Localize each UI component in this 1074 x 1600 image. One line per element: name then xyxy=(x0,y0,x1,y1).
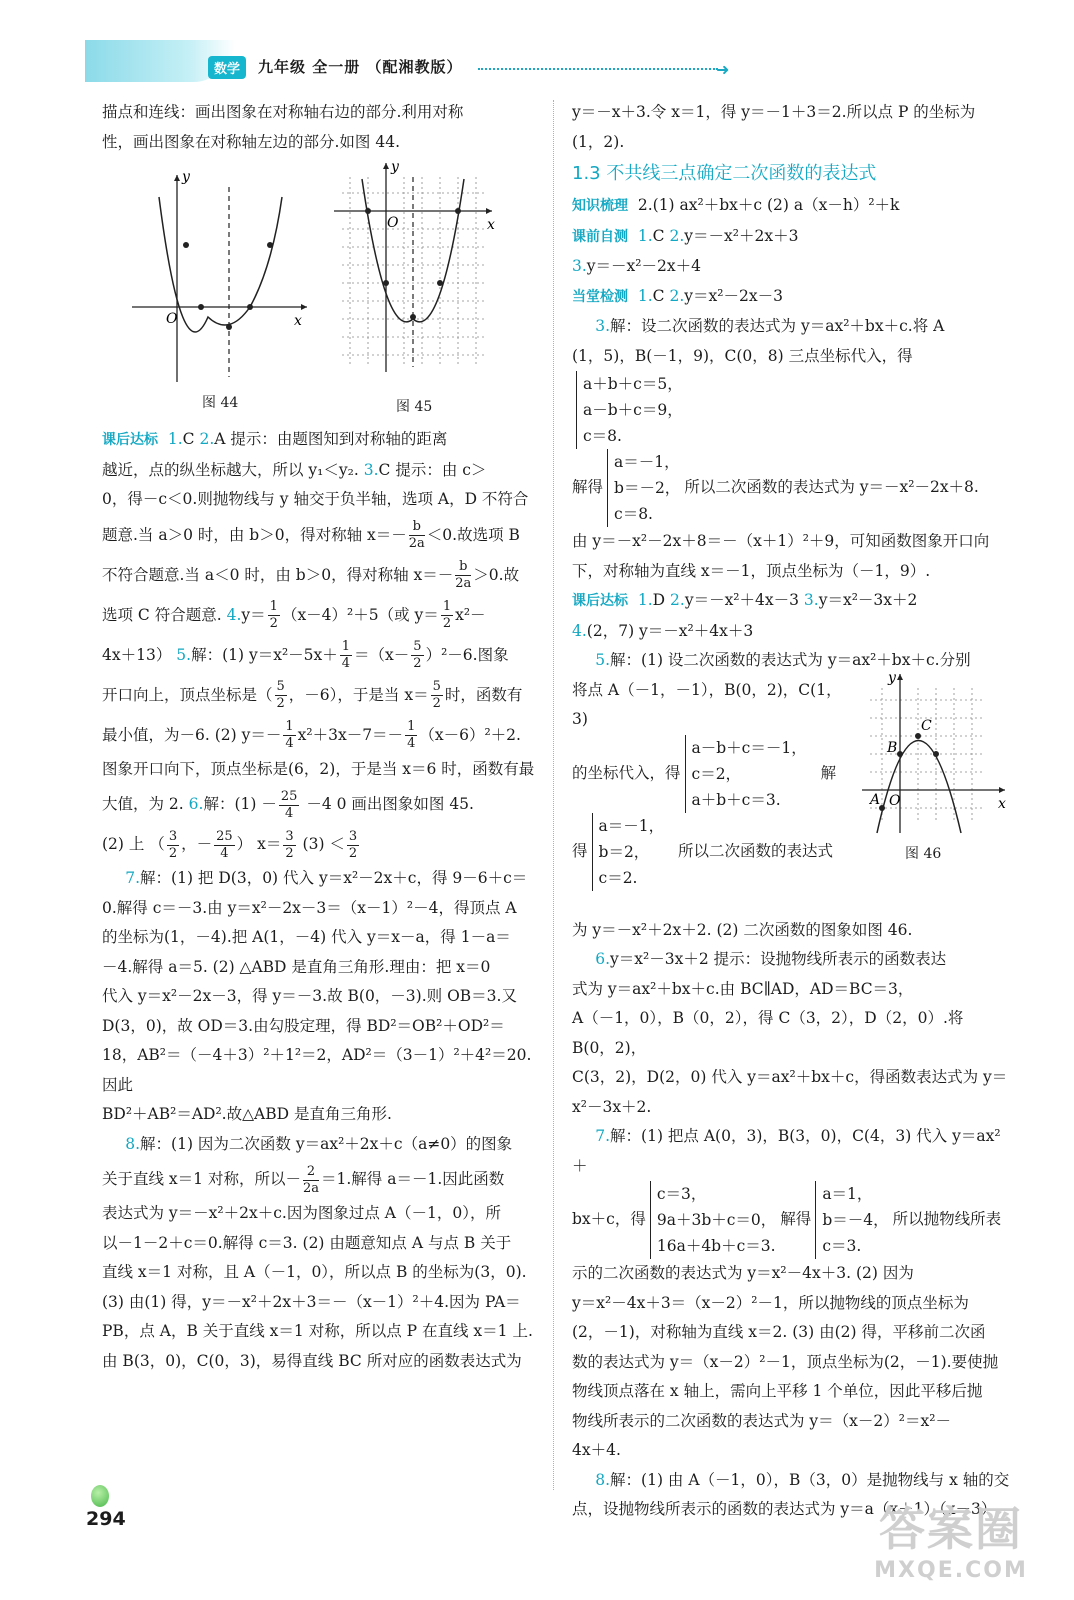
figure-45-graph xyxy=(332,157,502,387)
fraction: $\frac{b}{2a}$ xyxy=(455,559,472,591)
arrow-right-icon: ➜ xyxy=(716,60,730,79)
fraction: $\frac{3}{2}$ xyxy=(285,828,294,861)
text-line: 解得a＝－1， b＝－2， c＝8.所以二次函数的表达式为 y＝－x²－2x＋8. xyxy=(572,449,1010,527)
text-line: PB，点 A，B 关于直线 x＝1 对称，所以点 P 在直线 x＝1 上. xyxy=(102,1322,533,1340)
equation-system: c＝3， 9a＋3b＋c＝0， 16a＋4b＋c＝3. xyxy=(650,1181,776,1259)
point-b-label: B xyxy=(887,739,898,756)
text-line: 点，设抛物线所表示的函数的表达式为 y＝a（x＋1）（x－3）. xyxy=(572,1500,1002,1518)
text-line: 选项 C 符合题意. 4.y＝ $\frac{1}{2}$ （x－4）²＋5（或 y＝ $\frac{1}{2}$ x²－ xyxy=(102,599,486,631)
section-label: 课后达标 xyxy=(102,432,158,448)
text-line: 课后达标 1.D 2.y＝－x²＋4x－3 3.y＝x²－3x＋2 xyxy=(572,591,918,609)
text-line: 7.解：(1) 把点 A(0，3)，B(3，0)，C(4，3) 代入 y＝ax²＋ xyxy=(572,1127,1001,1175)
text-line: 数的表达式为 y＝（x－2）²－1，顶点坐标为(2，－1).要使抛 xyxy=(572,1352,999,1371)
right-column xyxy=(572,98,1010,1525)
text-line: bx＋c，得c＝3， 9a＋3b＋c＝0， 16a＋4b＋c＝3.解得a＝1， b＝－4， c＝3.所以抛物线所表 xyxy=(572,1181,1010,1259)
fraction: $\frac{1}{2}$ xyxy=(269,599,278,631)
text-line: D(3，0)，故 OD＝3.由勾股定理，得 BD²＝OB²＋OD²＝ xyxy=(102,1016,505,1035)
text-line: (1，5)，B(－1，9)，C(0，8) 三点坐标代入，得a＋b＋c＝5， a－b＋c＝9， c＝8. xyxy=(572,342,1010,450)
fraction: $\frac{5}{2}$ xyxy=(413,639,422,671)
text-line: 18，AB²＝（－4＋3）²＋1²＝2，AD²＝（3－1）²＋4²＝20.因此 xyxy=(102,1046,532,1094)
text-line: (3) 由(1) 得，y＝－x²＋2x＋3＝－（x－1）²＋4.因为 PA＝ xyxy=(102,1292,521,1311)
text-line: 知识梳理 2.(1) ax²＋bx＋c (2) a（x－h）²＋k xyxy=(572,196,900,214)
text-line: 5.解：(1) 设二次函数的表达式为 y＝ax²＋bx＋c.分别 xyxy=(595,651,971,669)
subject-badge: 数学 xyxy=(208,56,246,79)
text-line: 不符合题意.当 a＜0 时，由 b＞0，得对称轴 x＝－ $\frac{b}{2a}$ ＞0.故 xyxy=(102,559,520,591)
text-line: 为 y＝－x²＋2x＋2. (2) 二次函数的图象如图 46. xyxy=(572,920,913,939)
text-line: 开口向上，顶点坐标是（ $\frac{5}{2}$ ，－6），于是当 x＝ $\frac{5}{2}$ 时，函数有 xyxy=(102,679,523,711)
text-line: 的坐标为(1，－4).把 A(1，－4) 代入 y＝x－a，得 1－a＝ xyxy=(102,928,511,946)
text-line: 3.解：设二次函数的表达式为 y＝ax²＋bx＋c.将 A xyxy=(595,317,945,335)
fraction: $\frac{1}{2}$ xyxy=(442,599,452,631)
y-axis-label: y xyxy=(391,159,399,175)
fraction: $\frac{3}{2}$ xyxy=(348,828,358,861)
text-line: 由 y＝－x²－2x＋8＝－（x＋1）²＋9，可知函数图象开口向 xyxy=(572,532,990,550)
text-line: 7.解：(1) 把 D(3，0) 代入 y＝x²－2x＋c，得 9－6＋c＝ xyxy=(125,869,528,887)
text-line: A（－1，0），B（0，2），得 C（3，2），D（2，0）.将 B(0，2)， xyxy=(572,1009,964,1057)
fraction: $\frac{1}{4}$ xyxy=(285,719,294,751)
fraction: $\frac{25}{4}$ xyxy=(216,828,233,861)
text-line: x²－3x＋2. xyxy=(572,1097,652,1116)
fraction: $\frac{2}{2a}$ xyxy=(302,1163,319,1196)
equation-system: a＝－1， b＝2， c＝2. xyxy=(592,813,665,891)
text-line: 直线 x＝1 对称，且 A（－1，0），所以点 B 的坐标为(3，0). xyxy=(102,1263,527,1281)
section-title: 1.3 不共线三点确定二次函数的表达式 xyxy=(572,163,877,184)
text-line: y＝x²－4x＋3＝（x－2）²－1，所以抛物线的顶点坐标为 xyxy=(572,1293,969,1312)
text-line: 6.y＝x²－3x＋2 提示：设抛物线所表示的函数表达 xyxy=(595,950,947,968)
text-line: 物线所表示的二次函数的表达式为 y＝（x－2）²＝x²－ xyxy=(572,1411,951,1430)
figure-46-graph xyxy=(860,668,1010,838)
fraction: $\frac{3}{2}$ xyxy=(168,828,178,861)
page-number: 294 xyxy=(86,1508,126,1530)
text-line: C(3，2)，D(2，0) 代入 y＝ax²＋bx＋c，得函数表达式为 y＝ xyxy=(572,1068,1008,1086)
text-line: 性，画出图象在对称轴左边的部分.如图 44. xyxy=(102,132,401,151)
x-axis-label: x xyxy=(998,795,1006,812)
text-line: (2) 上 （ $\frac{3}{2}$ ，－ $\frac{25}{4}$ ） x＝ $\frac{3}{2}$ (3) ＜ $\frac{3}{2}$ xyxy=(102,828,358,861)
text-line: 示的二次函数的表达式为 y＝x²－4x＋3. (2) 因为 xyxy=(572,1264,914,1282)
text-line: 图象开口向下，顶点坐标是(6，2)，于是当 x＝6 时，函数有最 xyxy=(102,759,535,778)
figure-45-caption: 图 45 xyxy=(396,399,433,415)
text-line: 表达式为 y＝－x²＋2x＋c.因为图象过点 A（－1，0），所 xyxy=(102,1204,501,1222)
fraction: $\frac{5}{2}$ xyxy=(432,679,441,711)
x-axis-label: x xyxy=(487,217,495,233)
left-column xyxy=(102,98,542,1376)
text-line: 描点和连线：画出图象在对称轴右边的部分.利用对称 xyxy=(102,103,464,121)
equation-system: a－b＋c＝－1， c＝2， a＋b＋c＝3. xyxy=(685,735,807,813)
figure-44 xyxy=(122,167,312,417)
text-line: 8.解：(1) 因为二次函数 y＝ax²＋2x＋c（a≠0）的图象 xyxy=(125,1134,513,1153)
text-line: y＝－x＋3.令 x＝1，得 y＝－1＋3＝2.所以点 P 的坐标为 xyxy=(572,103,976,121)
figure-45 xyxy=(332,157,502,419)
origin-label: O xyxy=(387,215,399,231)
q5-text xyxy=(572,676,842,891)
text-line: 课前自测 1.C 2.y＝－x²＋2x＋3 xyxy=(572,226,799,245)
text-line: 4.(2，7) y＝－x²＋4x＋3 xyxy=(572,621,754,640)
fraction: $\frac{1}{4}$ xyxy=(407,719,416,751)
figure-44-caption: 图 44 xyxy=(202,395,239,411)
column-divider xyxy=(553,100,554,1490)
equation-system: a＝－1， b＝－2， c＝8. xyxy=(607,449,680,527)
text-line: 3.y＝－x²－2x＋4 xyxy=(572,257,701,275)
fraction: $\frac{25}{4}$ xyxy=(280,788,298,821)
text-line: 式为 y＝ax²＋bx＋c.由 BC∥AD，AD＝BC＝3， xyxy=(572,979,914,998)
text-line: 大值，为 2. 6.解：(1) － $\frac{25}{4}$ －4 0 画出图象如图 45. xyxy=(102,788,474,821)
text-line: 0.解得 c＝－3.由 y＝x²－2x－3＝（x－1）²－4，得顶点 A xyxy=(102,898,517,917)
text-line: (1，2). xyxy=(572,132,625,151)
book-title: 九年级 全一册 （配湘教版） xyxy=(258,58,463,76)
text-line: 当堂检测 1.C 2.y＝x²－2x－3 xyxy=(572,286,783,305)
y-axis-label: y xyxy=(888,669,896,686)
q5-block xyxy=(572,669,1010,916)
watermark: 答案圈 MXQE.COM xyxy=(874,1502,1028,1583)
equation-system: a＝1， b＝－4， c＝3. xyxy=(815,1181,888,1259)
figures-44-45 xyxy=(102,157,542,425)
text-line: 的坐标代入，得a－b＋c＝－1， c＝2， a＋b＋c＝3. 解 xyxy=(572,735,842,813)
text-line: 4x＋4. xyxy=(572,1441,621,1459)
equation-system: a＋b＋c＝5， a－b＋c＝9， c＝8. xyxy=(576,371,683,449)
page-header xyxy=(0,40,760,100)
text-line: 0，得－c＜0.则抛物线与 y 轴交于负半轴，选项 A，D 不符合 xyxy=(102,490,529,508)
x-axis-label: x xyxy=(294,313,302,329)
header-dotted-line xyxy=(478,68,718,70)
fraction: $\frac{b}{2a}$ xyxy=(408,519,425,551)
text-line: 下，对称轴为直线 x＝－1，顶点坐标为（－1，9）. xyxy=(572,561,931,580)
text-line: 代入 y＝x²－2x－3，得 y＝－3.故 B(0，－3).则 OB＝3.又 xyxy=(102,987,517,1005)
text-line: 由 B(3，0)，C(0，3)，易得直线 BC 所对应的函数表达式为 xyxy=(102,1351,522,1370)
text-line: 越近，点的纵坐标越大，所以 y₁＜y₂. 3.C 提示：由 c＞ xyxy=(102,460,487,479)
figure-44-graph xyxy=(122,167,312,387)
text-line: 得a＝－1， b＝2， c＝2. 所以二次函数的表达式 xyxy=(572,813,842,891)
text-line: 4x＋13） 5.解：(1) y＝x²－5x＋ $\frac{1}{4}$ ＝（x－ $\frac{5}{2}$ ）²－6.图象 xyxy=(102,639,509,671)
fraction: $\frac{1}{4}$ xyxy=(341,639,351,671)
text-line: 题意.当 a＞0 时，由 b＞0，得对称轴 x＝－ $\frac{b}{2a}$ ＜0.故选项 B xyxy=(102,519,520,551)
text-line: 物线顶点落在 x 轴上，需向上平移 1 个单位，因此平移后抛 xyxy=(572,1382,983,1400)
text-line: (2，－1)，对称轴为直线 x＝2. (3) 由(2) 得，平移前二次函 xyxy=(572,1323,986,1341)
origin-label: O xyxy=(889,792,901,809)
y-axis-label: y xyxy=(182,169,190,185)
text-line: －4.解得 a＝5. (2) △ABD 是直角三角形.理由：把 x＝0 xyxy=(102,957,491,976)
point-c-label: C xyxy=(921,717,932,734)
origin-label: O xyxy=(166,311,178,327)
text-line: 8.解：(1) 由 A（－1，0），B（3，0）是抛物线与 x 轴的交 xyxy=(595,1470,1010,1489)
text-line: 最小值，为－6. (2) y＝－ $\frac{1}{4}$ x²＋3x－7＝－ $\frac{1}{4}$ （x－6）²＋2. xyxy=(102,719,521,751)
figure-46 xyxy=(860,668,1010,863)
text-line: 关于直线 x＝1 对称，所以－ $\frac{2}{2a}$ ＝1.解得 a＝－1.因此函数 xyxy=(102,1163,505,1196)
text-line: 以－1－2＋c＝0.解得 c＝3. (2) 由题意知点 A 与点 B 关于 xyxy=(102,1233,512,1252)
point-a-label: A xyxy=(870,791,881,808)
fraction: $\frac{5}{2}$ xyxy=(276,679,285,711)
text-line: BD²＋AB²＝AD².故△ABD 是直角三角形. xyxy=(102,1105,392,1123)
text-line: 将点 A（－1，－1），B(0，2)，C(1，3) xyxy=(572,680,842,728)
text-line: 课后达标 1.C 2.A 提示：由题图知到对称轴的距离 xyxy=(102,430,448,448)
apple-icon xyxy=(91,1485,109,1507)
figure-46-caption: 图 46 xyxy=(905,845,942,862)
